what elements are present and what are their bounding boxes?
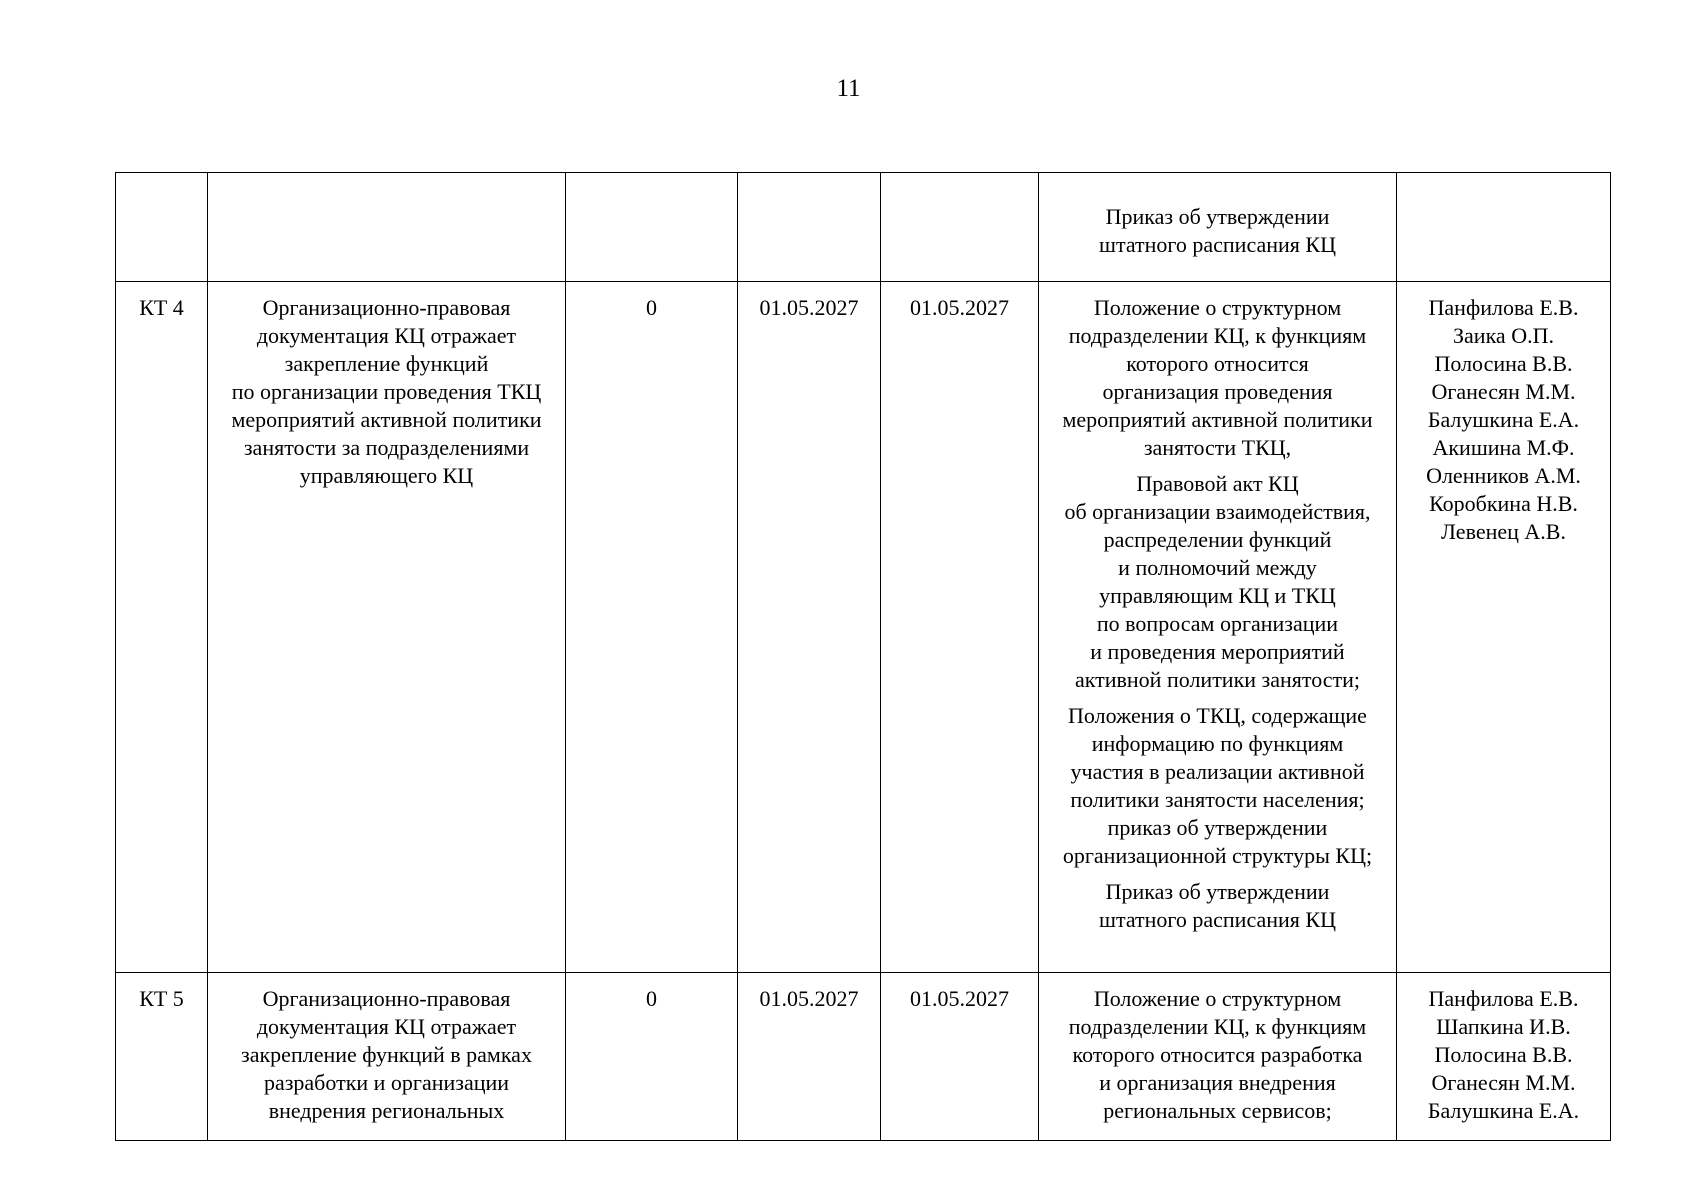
responsible-person: Полосина В.В. [1434, 351, 1573, 376]
responsible-person: Коробкина Н.В. [1429, 491, 1578, 516]
document-line: региональных сервисов; [1103, 1098, 1332, 1123]
description-line: мероприятий активной политики [231, 407, 542, 432]
document-paragraph [1045, 203, 1390, 259]
document-line: Приказ об утверждении [1105, 204, 1330, 229]
document-paragraph [1045, 985, 1390, 1125]
responsible-cell [1397, 173, 1611, 282]
document-line: политики занятости населения; [1070, 787, 1365, 812]
document-paragraph [1045, 702, 1390, 870]
page-number: 11 [836, 75, 861, 102]
document-line: подразделении КЦ, к функциям [1068, 323, 1367, 348]
table-row [116, 973, 1611, 1141]
responsible-person: Заика О.П. [1453, 323, 1554, 348]
document-line: управляющим КЦ и ТКЦ [1099, 583, 1336, 608]
document-line: занятости ТКЦ, [1143, 435, 1292, 460]
start-date-cell [738, 173, 881, 282]
value-cell: 0 [566, 282, 738, 973]
description-line: документация КЦ отражает [256, 323, 517, 348]
document-line: организация проведения [1102, 379, 1333, 404]
start-date-cell: 01.05.2027 [738, 973, 881, 1141]
responsible-person: Балушкина Е.А. [1427, 407, 1580, 432]
table-row [116, 173, 1611, 282]
responsible-person: Панфилова Е.В. [1428, 295, 1579, 320]
description-line: по организации проведения ТКЦ [231, 379, 542, 404]
document-paragraph [1045, 878, 1390, 934]
documents-cell [1039, 173, 1397, 282]
table-row [116, 282, 1611, 973]
responsible-person: Полосина В.В. [1434, 1042, 1573, 1067]
responsible-person: Оганесян М.М. [1431, 379, 1576, 404]
responsible-cell [1397, 282, 1611, 973]
responsible-person: Акишина М.Ф. [1432, 435, 1575, 460]
document-line: которого относится разработка [1072, 1042, 1363, 1067]
responsible-person: Оганесян М.М. [1431, 1070, 1576, 1095]
document-line: мероприятий активной политики [1062, 407, 1373, 432]
responsible-person: Балушкина Е.А. [1427, 1098, 1580, 1123]
document-line: Положение о структурном [1093, 986, 1342, 1011]
document-line: об организации взаимодействия, [1064, 499, 1371, 524]
description-line: документация КЦ отражает [256, 1014, 517, 1039]
document-paragraph [1045, 470, 1390, 694]
responsible-person: Шапкина И.В. [1436, 1014, 1571, 1039]
description-line: разработки и организации [263, 1070, 510, 1095]
document-line: и организация внедрения [1099, 1070, 1336, 1095]
document-line: приказ об утверждении [1107, 815, 1328, 840]
responsible-person: Оленников А.М. [1426, 463, 1581, 488]
document-line: Положение о структурном [1093, 295, 1342, 320]
control-point-code: КТ 5 [116, 973, 208, 1141]
end-date-cell: 01.05.2027 [881, 282, 1039, 973]
document-paragraph [1045, 294, 1390, 462]
document-line: Правовой акт КЦ [1136, 471, 1299, 496]
end-date-cell: 01.05.2027 [881, 973, 1039, 1141]
document-line: Приказ об утверждении [1105, 879, 1330, 904]
document-line: Положения о ТКЦ, содержащие [1068, 703, 1367, 728]
value-cell [566, 173, 738, 282]
description-line: Организационно-правовая [262, 295, 511, 320]
document-line: по вопросам организации [1096, 611, 1339, 636]
documents-cell [1039, 282, 1397, 973]
description-line: внедрения региональных [268, 1098, 505, 1123]
start-date-cell: 01.05.2027 [738, 282, 881, 973]
responsible-person: Левенец А.В. [1441, 519, 1566, 544]
document-line: штатного расписания КЦ [1099, 232, 1336, 257]
document-line: информацию по функциям [1091, 731, 1344, 756]
responsible-person: Панфилова Е.В. [1428, 986, 1579, 1011]
document-line: которого относится [1126, 351, 1309, 376]
document-line: участия в реализации активной [1070, 759, 1365, 784]
control-point-code: КТ 4 [116, 282, 208, 973]
end-date-cell [881, 173, 1039, 282]
document-line: штатного расписания КЦ [1099, 907, 1336, 932]
description-line: занятости за подразделениями [243, 435, 530, 460]
documents-cell [1039, 973, 1397, 1141]
document-line: распределении функций [1103, 527, 1332, 552]
control-point-description [208, 282, 566, 973]
control-point-description [208, 973, 566, 1141]
responsible-cell [1397, 973, 1611, 1141]
document-line: и полномочий между [1118, 555, 1317, 580]
document-line: организационной структуры КЦ; [1062, 843, 1373, 868]
description-line: закрепление функций [284, 351, 489, 376]
control-point-description [208, 173, 566, 282]
control-points-table [115, 172, 1611, 1141]
document-line: и проведения мероприятий [1090, 639, 1345, 664]
value-cell: 0 [566, 973, 738, 1141]
description-line: закрепление функций в рамках [241, 1042, 532, 1067]
document-line: активной политики занятости; [1074, 667, 1361, 692]
document-line: подразделении КЦ, к функциям [1068, 1014, 1367, 1039]
control-point-code [116, 173, 208, 282]
description-line: управляющего КЦ [299, 463, 474, 488]
description-line: Организационно-правовая [262, 986, 511, 1011]
